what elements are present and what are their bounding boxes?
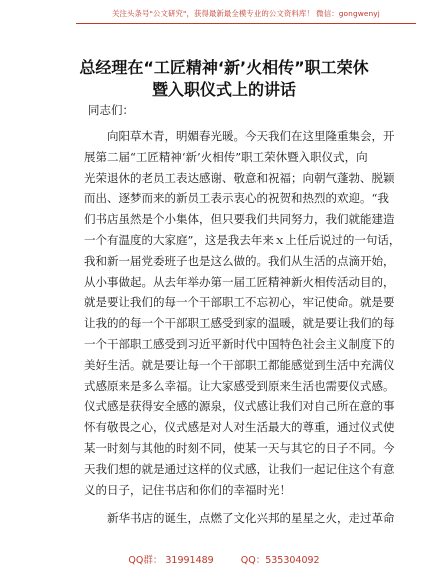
text-line: 而出、逐梦而来的新员工表示衷心的祝贺和热烈的欢迎。“我 xyxy=(84,191,389,206)
paragraph xyxy=(84,508,410,529)
text-line: 从小事做起。从去年举办第一届工匠精神新火相传活动目的， xyxy=(84,274,395,289)
text-line: 义的日子，记住书店和你们的幸福时光！ xyxy=(84,482,291,497)
text-line: 我和新一届党委班子也是这么做的。我们从生活的点滴开始， xyxy=(84,253,395,268)
text-line: 光荣退休的老员工表达感谢、敬意和祝福；向朝气蓬勃、脱颖 xyxy=(84,170,395,185)
text-line: 展第二届“工匠精神‘新’火相传”职工荣休暨入职仪式，向 xyxy=(84,149,368,164)
text-line: 们书店虽然是个小集体，但只要我们共同努力，我们就能建造 xyxy=(84,212,395,227)
text-line: 一个干部职工感受到习近平新时代中国特色社会主义制度下的 xyxy=(84,336,395,351)
footer-qq-group: QQ群： 31991489 xyxy=(128,555,214,566)
document-title-line-1: 总经理在“工匠精神‘新’火相传”职工荣休 xyxy=(79,58,369,77)
salutation: 同志们： xyxy=(88,103,134,117)
text-line: 新华书店的诞生，点燃了文化兴邦的星星之火，走过革命 xyxy=(107,511,395,526)
text-line: 向阳草木青，明媚春光暖。今天我们在这里隆重集会，开 xyxy=(107,129,395,143)
text-line: 就是要让我们的每一个干部职工不忘初心，牢记使命。就是要 xyxy=(84,295,395,310)
text-line: 让我的的每一个干部职工感受到家的温暖，就是要让我们的每 xyxy=(84,316,395,331)
header-notice: 关注头条号"公文研究"，获得最新最全模专业的公文资料库！ 微信：gongwenyj xyxy=(76,8,416,24)
text-line: 天我们想的就是通过这样的仪式感，让我们一起记住这个有意 xyxy=(84,461,395,476)
paragraph xyxy=(84,126,410,500)
text-line: 仪式感是获得安全感的源泉，仪式感让我们对自己所在意的事 xyxy=(84,399,395,414)
body-text xyxy=(84,126,410,529)
text-line: 某一时刻与其他的时刻不同，使某一天与其它的日子不同。今 xyxy=(84,440,395,455)
footer-contact xyxy=(0,552,448,566)
paragraph-gap xyxy=(84,500,410,508)
document-title-line-2: 暨入职仪式上的讲话 xyxy=(151,80,296,99)
text-line: 一个有温度的大家庭”，这是我去年来ｘ上任后说过的一句话， xyxy=(84,232,401,247)
text-line: 式感原来是多么幸福。让大家感受到原来生活也需要仪式感。 xyxy=(84,378,395,393)
text-line: 美好生活。就是要让每一个干部职工都能感觉到生活中充满仪 xyxy=(84,357,395,372)
footer-qq: QQ：535304092 xyxy=(240,555,320,566)
text-line: 怀有敬畏之心，仪式感是对人对生活最大的尊重，通过仪式使 xyxy=(84,420,395,435)
